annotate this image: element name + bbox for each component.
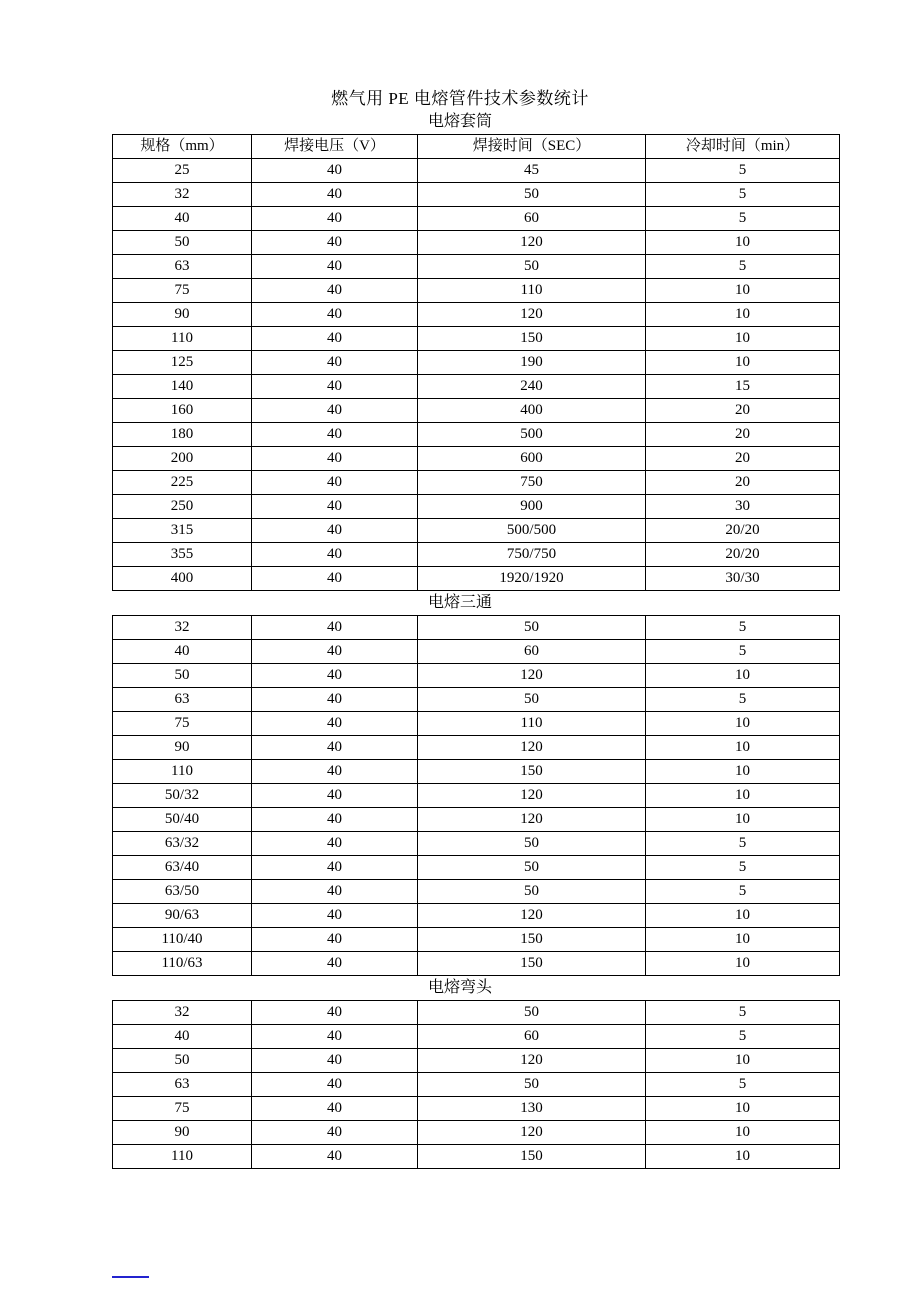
table-cell: 40 bbox=[252, 688, 418, 712]
table-cell: 200 bbox=[113, 447, 252, 471]
table-cell: 40 bbox=[252, 880, 418, 904]
table-cell: 110 bbox=[113, 1145, 252, 1169]
table-cell: 5 bbox=[646, 640, 840, 664]
table-row bbox=[113, 808, 840, 832]
column-header: 冷却时间（min） bbox=[646, 135, 840, 159]
table-cell: 40 bbox=[252, 351, 418, 375]
table-cell: 150 bbox=[418, 952, 646, 976]
table-cell: 63/50 bbox=[113, 880, 252, 904]
table-cell: 50/32 bbox=[113, 784, 252, 808]
table-cell: 130 bbox=[418, 1097, 646, 1121]
table-cell: 20/20 bbox=[646, 519, 840, 543]
table-cell: 315 bbox=[113, 519, 252, 543]
table-row bbox=[113, 543, 840, 567]
table-cell: 75 bbox=[113, 1097, 252, 1121]
table-cell: 10 bbox=[646, 1121, 840, 1145]
table-cell: 50 bbox=[113, 664, 252, 688]
table-cell: 10 bbox=[646, 351, 840, 375]
blue-line-artifact bbox=[112, 1276, 149, 1278]
table-row bbox=[113, 784, 840, 808]
table-row bbox=[113, 880, 840, 904]
table-cell: 120 bbox=[418, 784, 646, 808]
table-cell: 240 bbox=[418, 375, 646, 399]
table-row bbox=[113, 303, 840, 327]
table-cell: 5 bbox=[646, 207, 840, 231]
table-cell: 10 bbox=[646, 808, 840, 832]
table-cell: 160 bbox=[113, 399, 252, 423]
table-cell: 10 bbox=[646, 279, 840, 303]
table-row bbox=[113, 279, 840, 303]
table-row bbox=[113, 447, 840, 471]
table-cell: 75 bbox=[113, 279, 252, 303]
table-cell: 5 bbox=[646, 1001, 840, 1025]
table-cell: 40 bbox=[252, 231, 418, 255]
table-cell: 15 bbox=[646, 375, 840, 399]
table-cell: 900 bbox=[418, 495, 646, 519]
table-cell: 40 bbox=[252, 495, 418, 519]
table-cell: 20 bbox=[646, 447, 840, 471]
table-cell: 60 bbox=[418, 1025, 646, 1049]
table-cell: 10 bbox=[646, 1049, 840, 1073]
table-cell: 90/63 bbox=[113, 904, 252, 928]
table-cell: 150 bbox=[418, 928, 646, 952]
table-cell: 110 bbox=[113, 760, 252, 784]
table-row bbox=[113, 832, 840, 856]
table-cell: 10 bbox=[646, 928, 840, 952]
table-cell: 40 bbox=[252, 327, 418, 351]
table-cell: 50 bbox=[418, 1001, 646, 1025]
table-cell: 20/20 bbox=[646, 543, 840, 567]
table-cell: 120 bbox=[418, 1049, 646, 1073]
table-row bbox=[113, 231, 840, 255]
table-cell: 40 bbox=[113, 1025, 252, 1049]
table-cell: 90 bbox=[113, 736, 252, 760]
table-cell: 5 bbox=[646, 183, 840, 207]
table-cell: 110 bbox=[113, 327, 252, 351]
table-row bbox=[113, 1001, 840, 1025]
table-cell: 50/40 bbox=[113, 808, 252, 832]
table-cell: 32 bbox=[113, 1001, 252, 1025]
table-cell: 40 bbox=[252, 303, 418, 327]
table-cell: 750 bbox=[418, 471, 646, 495]
table-cell: 10 bbox=[646, 952, 840, 976]
table-cell: 40 bbox=[252, 1025, 418, 1049]
table-cell: 10 bbox=[646, 327, 840, 351]
table-cell: 40 bbox=[252, 928, 418, 952]
table-cell: 10 bbox=[646, 231, 840, 255]
table-cell: 50 bbox=[418, 832, 646, 856]
table-cell: 190 bbox=[418, 351, 646, 375]
table-cell: 63 bbox=[113, 255, 252, 279]
table-cell: 40 bbox=[252, 279, 418, 303]
table-cell: 20 bbox=[646, 399, 840, 423]
table-row bbox=[113, 1145, 840, 1169]
table-cell: 50 bbox=[418, 616, 646, 640]
table-cell: 140 bbox=[113, 375, 252, 399]
table-cell: 120 bbox=[418, 303, 646, 327]
table-row bbox=[113, 616, 840, 640]
table-cell: 40 bbox=[113, 207, 252, 231]
table-cell: 10 bbox=[646, 712, 840, 736]
table-cell: 50 bbox=[113, 1049, 252, 1073]
table-cell: 50 bbox=[418, 255, 646, 279]
table-cell: 50 bbox=[418, 183, 646, 207]
table-cell: 5 bbox=[646, 832, 840, 856]
table-cell: 120 bbox=[418, 231, 646, 255]
column-header: 规格（mm） bbox=[113, 135, 252, 159]
table-cell: 25 bbox=[113, 159, 252, 183]
table-row bbox=[113, 351, 840, 375]
table-cell: 120 bbox=[418, 808, 646, 832]
table-cell: 600 bbox=[418, 447, 646, 471]
table-row bbox=[113, 928, 840, 952]
table-cell: 40 bbox=[252, 375, 418, 399]
table-cell: 50 bbox=[418, 688, 646, 712]
table-cell: 120 bbox=[418, 736, 646, 760]
section-caption-tee: 电熔三通 bbox=[427, 594, 492, 611]
table-cell: 10 bbox=[646, 664, 840, 688]
section-caption-elbow: 电熔弯头 bbox=[427, 979, 492, 996]
table-cell: 40 bbox=[252, 712, 418, 736]
table-row bbox=[113, 1025, 840, 1049]
table-cell: 125 bbox=[113, 351, 252, 375]
table-cell: 40 bbox=[252, 784, 418, 808]
table-cell: 10 bbox=[646, 760, 840, 784]
table-cell: 60 bbox=[418, 640, 646, 664]
table-cell: 63/40 bbox=[113, 856, 252, 880]
table-cell: 40 bbox=[252, 664, 418, 688]
table-cell: 110/63 bbox=[113, 952, 252, 976]
table-cell: 40 bbox=[252, 1073, 418, 1097]
table-cell: 10 bbox=[646, 1145, 840, 1169]
table-cell: 40 bbox=[252, 1049, 418, 1073]
table-row bbox=[113, 1073, 840, 1097]
table-row bbox=[113, 712, 840, 736]
table-cell: 5 bbox=[646, 616, 840, 640]
table-cell: 110/40 bbox=[113, 928, 252, 952]
table-row bbox=[113, 1097, 840, 1121]
table-cell: 150 bbox=[418, 760, 646, 784]
table-cell: 40 bbox=[252, 207, 418, 231]
table-cell: 400 bbox=[418, 399, 646, 423]
table-row bbox=[113, 760, 840, 784]
document-title: 燃气用 PE 电熔管件技术参数统计 bbox=[331, 89, 589, 108]
table-header-row bbox=[113, 135, 840, 159]
table-cell: 400 bbox=[113, 567, 252, 591]
table-cell: 40 bbox=[252, 1001, 418, 1025]
table-cell: 5 bbox=[646, 880, 840, 904]
table-row bbox=[113, 1049, 840, 1073]
section-caption-sleeve: 电熔套筒 bbox=[427, 113, 492, 130]
table-cell: 40 bbox=[252, 183, 418, 207]
table-cell: 40 bbox=[252, 952, 418, 976]
table-row bbox=[113, 183, 840, 207]
table-cell: 40 bbox=[252, 423, 418, 447]
table-cell: 180 bbox=[113, 423, 252, 447]
table-cell: 90 bbox=[113, 1121, 252, 1145]
table-row bbox=[113, 327, 840, 351]
table-cell: 110 bbox=[418, 279, 646, 303]
table-cell: 40 bbox=[252, 760, 418, 784]
table-cell: 110 bbox=[418, 712, 646, 736]
table-row bbox=[113, 640, 840, 664]
table-row bbox=[113, 207, 840, 231]
table-cell: 30 bbox=[646, 495, 840, 519]
column-header: 焊接电压（V） bbox=[252, 135, 418, 159]
table-cell: 120 bbox=[418, 904, 646, 928]
table-cell: 120 bbox=[418, 1121, 646, 1145]
table-row bbox=[113, 375, 840, 399]
table-cell: 10 bbox=[646, 904, 840, 928]
table-cell: 5 bbox=[646, 159, 840, 183]
table-cell: 40 bbox=[252, 567, 418, 591]
table-cell: 500/500 bbox=[418, 519, 646, 543]
table-electrofusion-tee bbox=[112, 615, 840, 976]
table-electrofusion-sleeve bbox=[112, 134, 840, 591]
table-row bbox=[113, 664, 840, 688]
table-cell: 355 bbox=[113, 543, 252, 567]
table-row bbox=[113, 567, 840, 591]
table-row bbox=[113, 736, 840, 760]
table-cell: 63 bbox=[113, 688, 252, 712]
table-row bbox=[113, 952, 840, 976]
table-cell: 40 bbox=[252, 1145, 418, 1169]
table-cell: 40 bbox=[252, 736, 418, 760]
table-cell: 63/32 bbox=[113, 832, 252, 856]
table-cell: 20 bbox=[646, 423, 840, 447]
table-cell: 75 bbox=[113, 712, 252, 736]
table-cell: 40 bbox=[252, 159, 418, 183]
table-cell: 40 bbox=[252, 447, 418, 471]
table-cell: 40 bbox=[252, 856, 418, 880]
table-row bbox=[113, 495, 840, 519]
table-cell: 50 bbox=[418, 880, 646, 904]
table-row bbox=[113, 159, 840, 183]
table-cell: 5 bbox=[646, 856, 840, 880]
table-cell: 40 bbox=[252, 519, 418, 543]
table-cell: 40 bbox=[252, 808, 418, 832]
table-cell: 40 bbox=[252, 1121, 418, 1145]
table-cell: 5 bbox=[646, 688, 840, 712]
table-cell: 150 bbox=[418, 327, 646, 351]
table-cell: 40 bbox=[252, 832, 418, 856]
table-cell: 5 bbox=[646, 1073, 840, 1097]
column-header: 焊接时间（SEC） bbox=[418, 135, 646, 159]
table-cell: 150 bbox=[418, 1145, 646, 1169]
table-cell: 750/750 bbox=[418, 543, 646, 567]
table-row bbox=[113, 519, 840, 543]
table-cell: 45 bbox=[418, 159, 646, 183]
table-cell: 5 bbox=[646, 255, 840, 279]
table-cell: 40 bbox=[252, 616, 418, 640]
table-cell: 250 bbox=[113, 495, 252, 519]
table-cell: 40 bbox=[252, 399, 418, 423]
table-cell: 10 bbox=[646, 736, 840, 760]
table-cell: 40 bbox=[252, 640, 418, 664]
table-row bbox=[113, 856, 840, 880]
table-cell: 50 bbox=[113, 231, 252, 255]
table-row bbox=[113, 471, 840, 495]
table-cell: 50 bbox=[418, 856, 646, 880]
table-cell: 32 bbox=[113, 183, 252, 207]
table-cell: 40 bbox=[113, 640, 252, 664]
table-cell: 120 bbox=[418, 664, 646, 688]
table-cell: 40 bbox=[252, 543, 418, 567]
table-cell: 40 bbox=[252, 904, 418, 928]
table-cell: 30/30 bbox=[646, 567, 840, 591]
table-cell: 40 bbox=[252, 471, 418, 495]
table-row bbox=[113, 255, 840, 279]
table-cell: 20 bbox=[646, 471, 840, 495]
table-cell: 90 bbox=[113, 303, 252, 327]
table-cell: 32 bbox=[113, 616, 252, 640]
table-cell: 10 bbox=[646, 784, 840, 808]
table-row bbox=[113, 688, 840, 712]
table-cell: 10 bbox=[646, 303, 840, 327]
table-row bbox=[113, 399, 840, 423]
table-electrofusion-elbow bbox=[112, 1000, 840, 1169]
table-cell: 63 bbox=[113, 1073, 252, 1097]
table-row bbox=[113, 1121, 840, 1145]
table-cell: 60 bbox=[418, 207, 646, 231]
table-row bbox=[113, 904, 840, 928]
table-cell: 225 bbox=[113, 471, 252, 495]
table-row bbox=[113, 423, 840, 447]
table-cell: 40 bbox=[252, 1097, 418, 1121]
table-cell: 10 bbox=[646, 1097, 840, 1121]
table-cell: 1920/1920 bbox=[418, 567, 646, 591]
table-cell: 40 bbox=[252, 255, 418, 279]
table-cell: 500 bbox=[418, 423, 646, 447]
table-cell: 50 bbox=[418, 1073, 646, 1097]
table-cell: 5 bbox=[646, 1025, 840, 1049]
